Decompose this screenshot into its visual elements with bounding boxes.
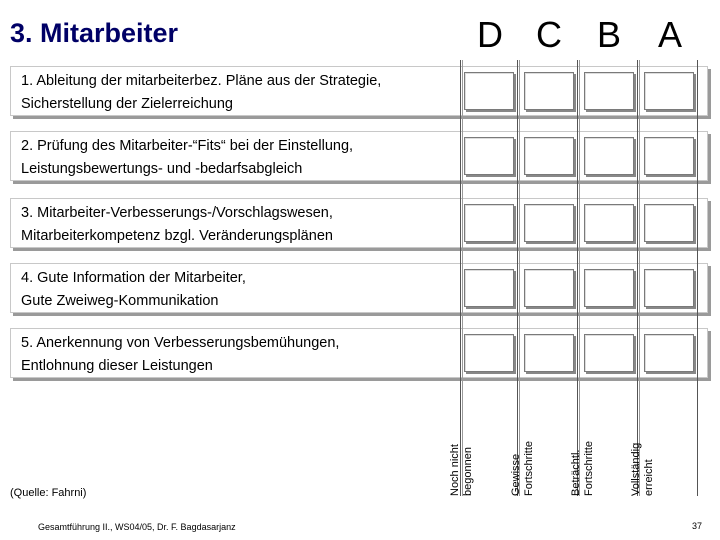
rating-box-r4-b[interactable] (584, 269, 634, 307)
rating-box-r4-d[interactable] (464, 269, 514, 307)
column-letter-b: B (596, 14, 621, 55)
rating-box-r1-a[interactable] (644, 72, 694, 110)
column-letter-c: C (536, 14, 562, 55)
column-label-b-text: Beträchtl. Fortschritte (570, 440, 595, 496)
column-divider-b-right (637, 60, 638, 496)
rating-box-r5-a[interactable] (644, 334, 694, 372)
rating-box-r5-b[interactable] (584, 334, 634, 372)
column-letter-d: D (477, 14, 503, 55)
criterion-text-2: 2. Prüfung des Mitarbeiter-“Fits“ bei der Einstellung, Leistungsbewertungs- und -bedarfsabgleich (21, 138, 354, 177)
rating-box-r1-c[interactable] (524, 72, 574, 110)
column-divider-d-left-shadow (462, 60, 463, 496)
column-label-d-text: Noch nicht begonnen (449, 444, 474, 496)
rating-box-r5-d[interactable] (464, 334, 514, 372)
rating-box-r4-c[interactable] (524, 269, 574, 307)
rating-box-r3-c[interactable] (524, 204, 574, 242)
column-label-c-text: Gewisse Fortschritte (510, 440, 535, 496)
rating-box-r3-b[interactable] (584, 204, 634, 242)
criterion-text-1: 1. Ableitung der mitarbeiterbez. Pläne aus der Strategie, Sicherstellung der Zielerreichung (21, 73, 382, 112)
column-divider-c-left (519, 60, 520, 496)
rating-box-r3-d[interactable] (464, 204, 514, 242)
rating-box-r2-b[interactable] (584, 137, 634, 175)
column-divider-a-left (639, 60, 640, 496)
column-divider-d-left (460, 60, 461, 496)
footer-course: Gesamtführung II., WS04/05, Dr. F. Bagdasarjanz (38, 522, 236, 532)
column-divider-a-right (697, 60, 698, 496)
page-number: 37 (691, 521, 702, 531)
rating-box-r1-d[interactable] (464, 72, 514, 110)
column-divider-c-right (577, 60, 578, 496)
rating-box-r5-c[interactable] (524, 334, 574, 372)
page-title: 3. Mitarbeiter (10, 18, 179, 48)
column-label-a-text: Vollständig erreicht (630, 442, 655, 496)
rating-box-r2-a[interactable] (644, 137, 694, 175)
criterion-text-4: 4. Gute Information der Mitarbeiter, Gute Zweiweg-Kommunikation (21, 270, 246, 309)
rating-box-r2-d[interactable] (464, 137, 514, 175)
column-letter-a: A (657, 14, 682, 55)
rating-box-r3-a[interactable] (644, 204, 694, 242)
column-divider-b-left (579, 60, 580, 496)
rating-box-r4-a[interactable] (644, 269, 694, 307)
rating-box-r2-c[interactable] (524, 137, 574, 175)
column-divider-d-right (517, 60, 518, 496)
criterion-text-5: 5. Anerkennung von Verbesserungsbemühungen, Entlohnung dieser Leistungen (21, 335, 340, 374)
source-note: (Quelle: Fahrni) (10, 487, 87, 499)
criterion-text-3: 3. Mitarbeiter-Verbesserungs-/Vorschlagswesen, Mitarbeiterkompetenz bzgl. Veränderungsplänen (21, 205, 333, 244)
rating-box-r1-b[interactable] (584, 72, 634, 110)
